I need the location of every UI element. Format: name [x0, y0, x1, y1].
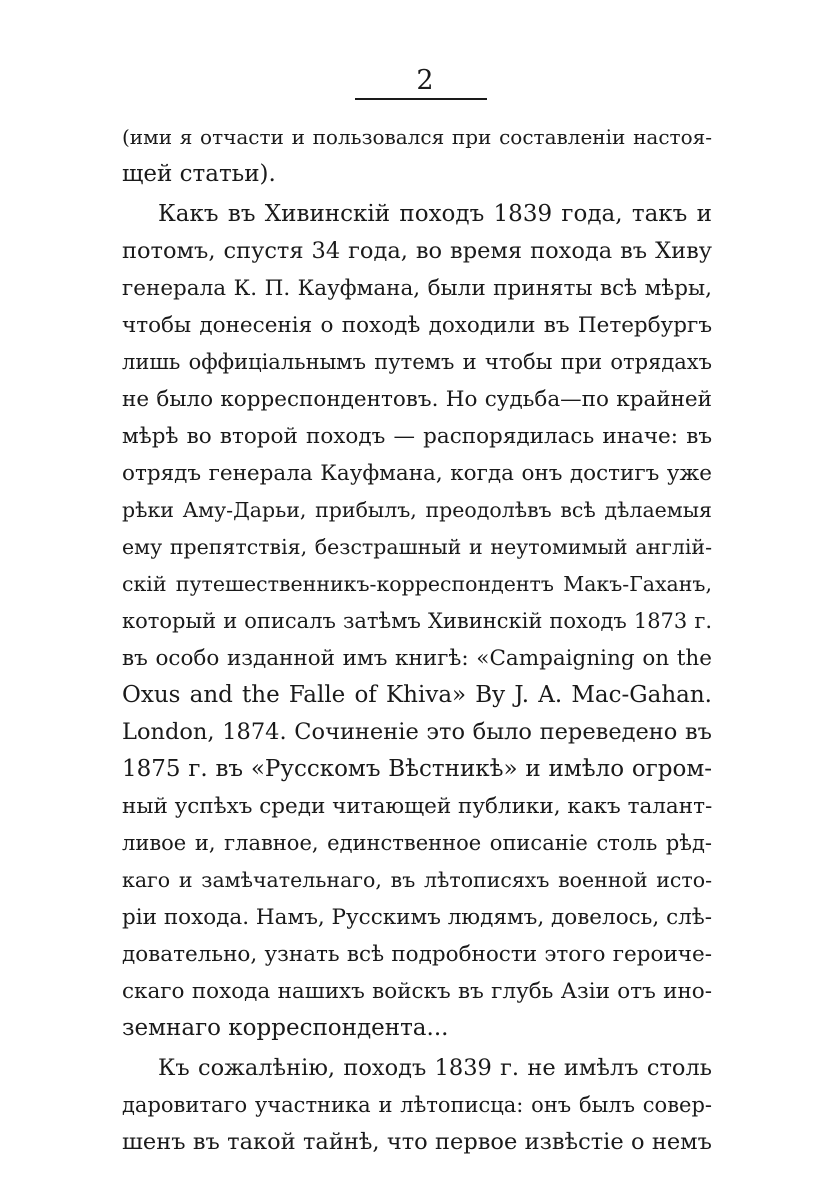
text-line: щей статьи). — [122, 161, 276, 187]
text-line: земнаго корреспондента... — [122, 1015, 449, 1041]
text-line: не было корреспондентовъ. Но судьба—по крайней — [122, 387, 712, 412]
text-line: рѣки Аму-Дарьи, прибылъ, преодолѣвъ всѣ дѣлаемыя — [122, 498, 712, 522]
text-line: довательно, узнать всѣ подробности этого героиче- — [122, 942, 712, 967]
text-line: 1875 г. въ «Русскомъ Вѣстникѣ» и имѣло огром- — [122, 756, 712, 782]
text-line: Къ сожалѣнію, походъ 1839 г. не имѣлъ столь — [158, 1055, 712, 1081]
text-line: генерала К. П. Кауфмана, были приняты всѣ мѣры, — [122, 276, 712, 301]
text-line: мѣрѣ во второй походъ — распорядилась иначе: въ — [122, 424, 712, 449]
text-line: скій путешественникъ-корреспондентъ Макъ-Гаханъ, — [122, 572, 712, 596]
text-line: чтобы донесенія о походѣ доходили въ Петербургъ — [122, 313, 712, 338]
text-line: скаго похода нашихъ войскъ въ глубь Азіи отъ ино- — [122, 979, 712, 1004]
text-line: отрядъ генерала Кауфмана, когда онъ достигъ уже — [122, 461, 712, 486]
text-line: даровитаго участника и лѣтописца: онъ былъ совер- — [122, 1093, 712, 1117]
page-number-rule — [355, 98, 487, 100]
text-line: потомъ, спустя 34 года, во время похода въ Хиву — [122, 238, 712, 264]
body-text — [122, 119, 712, 1161]
text-line: Какъ въ Хивинскій походъ 1839 года, такъ и — [158, 201, 712, 227]
text-line: шенъ въ такой тайнѣ, что первое извѣстіе о немъ — [122, 1129, 712, 1155]
text-line: въ особо изданной имъ книгѣ: «Campaigning on the — [122, 646, 712, 671]
text-line: лишь оффиціальнымъ путемъ и чтобы при отрядахъ — [122, 350, 712, 374]
text-line: ный успѣхъ среди читающей публики, какъ талант- — [122, 794, 713, 819]
text-line: каго и замѣчательнаго, въ лѣтописяхъ военной исто- — [122, 868, 712, 892]
text-line: Oxus and the Falle of Khiva» By J. A. Mac-Gahan. — [122, 682, 712, 708]
text-line: ливое и, главное, единственное описаніе столь рѣд- — [122, 831, 712, 855]
text-line: (ими я отчасти и пользовался при составленіи настоя- — [122, 125, 712, 149]
text-line: ріи похода. Намъ, Русскимъ людямъ, довелось, слѣ- — [122, 905, 712, 930]
page-number: 2 — [416, 65, 434, 96]
text-line: London, 1874. Сочиненіе это было переведено въ — [122, 719, 712, 745]
text-line: который и описалъ затѣмъ Хивинскій походъ 1873 г. — [122, 609, 712, 633]
text-line: ему препятствія, безстрашный и неутомимый англій- — [122, 535, 712, 559]
